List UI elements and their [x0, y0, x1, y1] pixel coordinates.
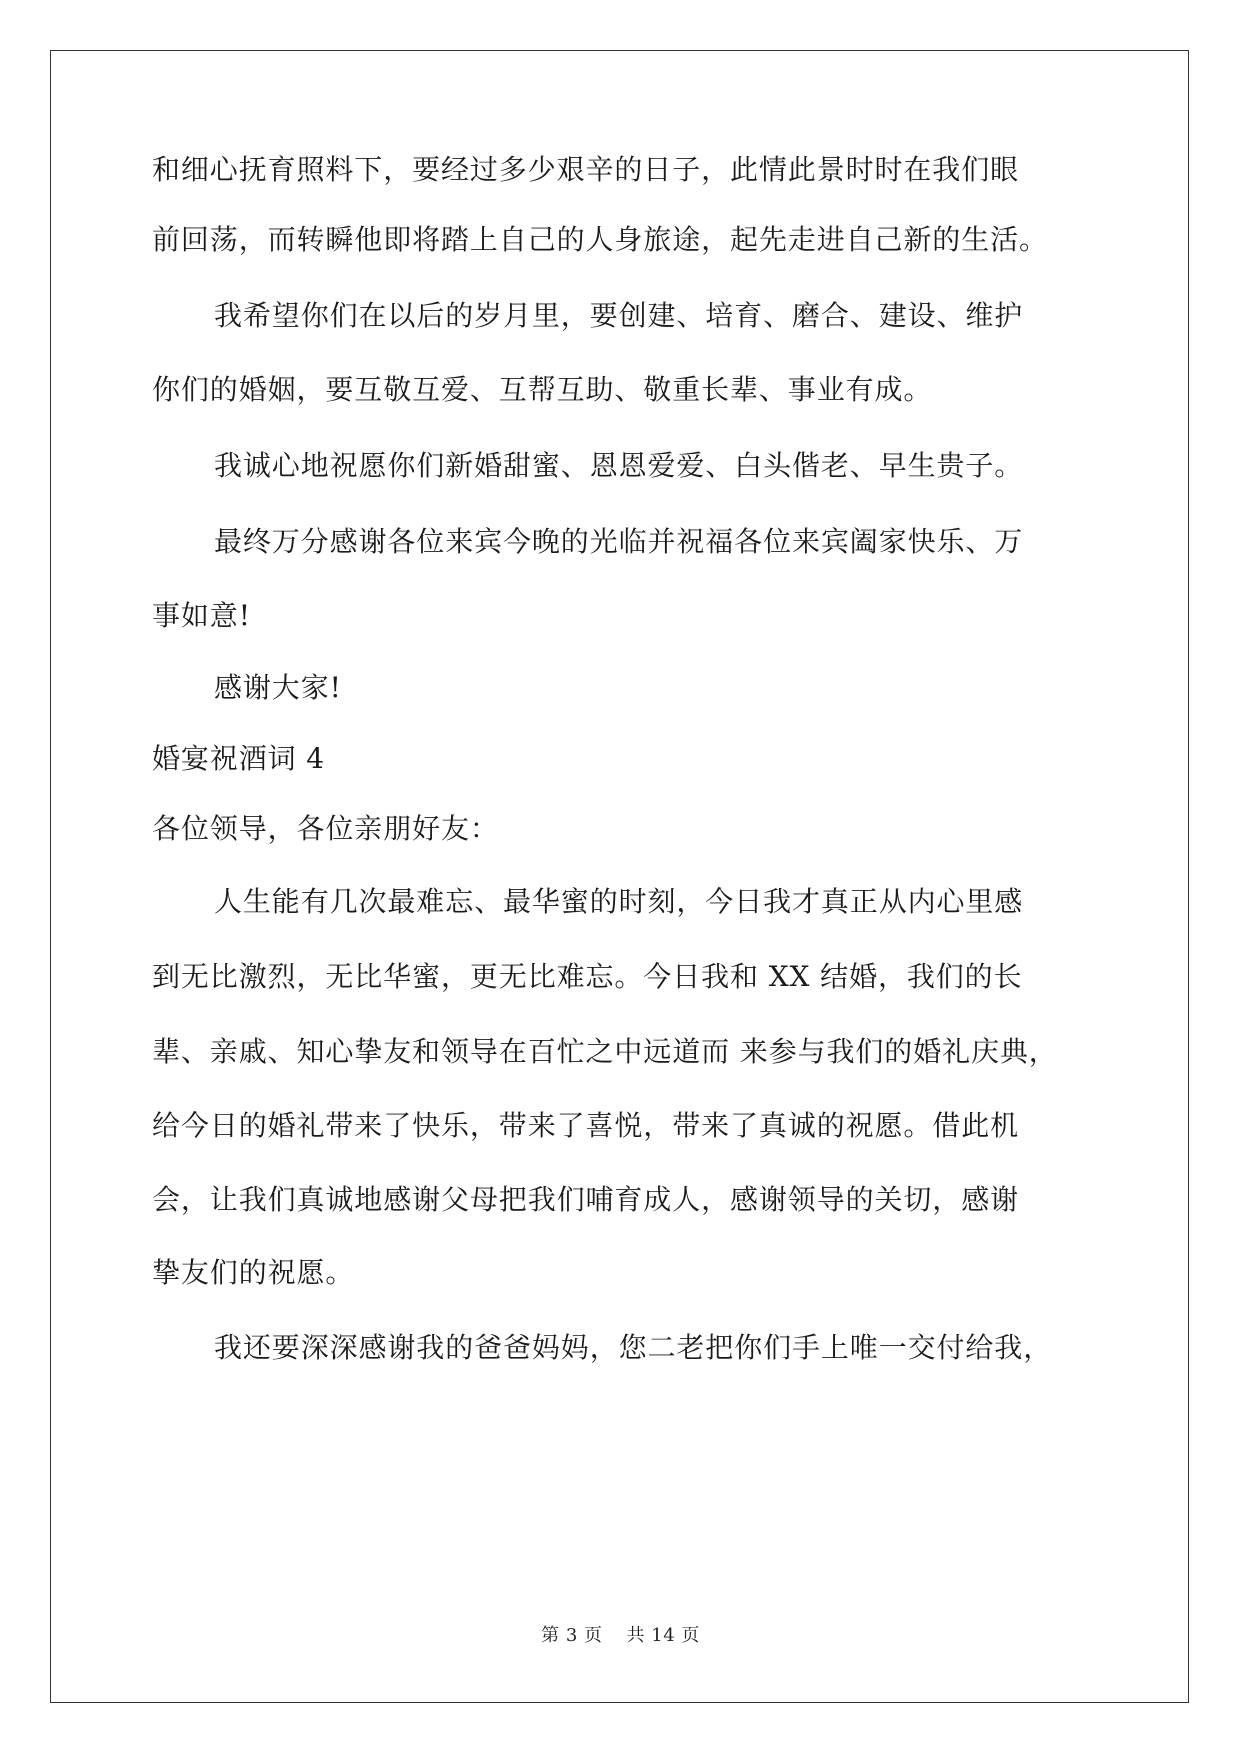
- text-line: 前回荡，而转瞬他即将踏上自己的人身旅途，起先走进自己新的生活。: [152, 223, 1048, 256]
- text-line: 给今日的婚礼带来了快乐，带来了喜悦，带来了真诚的祝愿。借此机: [152, 1109, 1020, 1142]
- paragraph-start: 感谢大家!: [214, 671, 342, 704]
- page-footer: [0, 1624, 1241, 1648]
- section-title: 婚宴祝酒词 4: [152, 742, 326, 775]
- page-number: 第 3 页: [541, 1625, 603, 1646]
- text-line: 到无比激烈，无比华蜜，更无比难忘。今日我和 XX 结婚，我们的长: [152, 960, 1023, 993]
- text-line: 辈、亲戚、知心挚友和领导在百忙之中远道而 来参与我们的婚礼庆典，: [152, 1035, 1058, 1068]
- paragraph-start: 我诚心地祝愿你们新婚甜蜜、恩恩爱爱、白头偕老、早生贵子。: [214, 449, 1024, 482]
- paragraph-start: 我还要深深感谢我的爸爸妈妈，您二老把你们手上唯一交付给我，: [214, 1331, 1053, 1364]
- text-line: 你们的婚姻，要互敬互爱、互帮互助、敬重长辈、事业有成。: [152, 373, 933, 406]
- text-line: 挚友们的祝愿。: [152, 1256, 355, 1289]
- text-line: 和细心抚育照料下，要经过多少艰辛的日子，此情此景时时在我们眼: [152, 153, 1020, 186]
- paragraph-start: 人生能有几次最难忘、最华蜜的时刻，今日我才真正从内心里感: [214, 885, 1024, 918]
- text-line: 会，让我们真诚地感谢父母把我们哺育成人，感谢领导的关切，感谢: [152, 1183, 1020, 1216]
- text-line: 事如意!: [152, 599, 251, 632]
- paragraph-start: 最终万分感谢各位来宾今晚的光临并祝福各位来宾阖家快乐、万: [214, 525, 1024, 558]
- paragraph-start: 我希望你们在以后的岁月里，要创建、培育、磨合、建设、维护: [214, 299, 1024, 332]
- salutation: 各位领导，各位亲朋好友：: [152, 812, 499, 845]
- page-total: 共 14 页: [626, 1625, 700, 1646]
